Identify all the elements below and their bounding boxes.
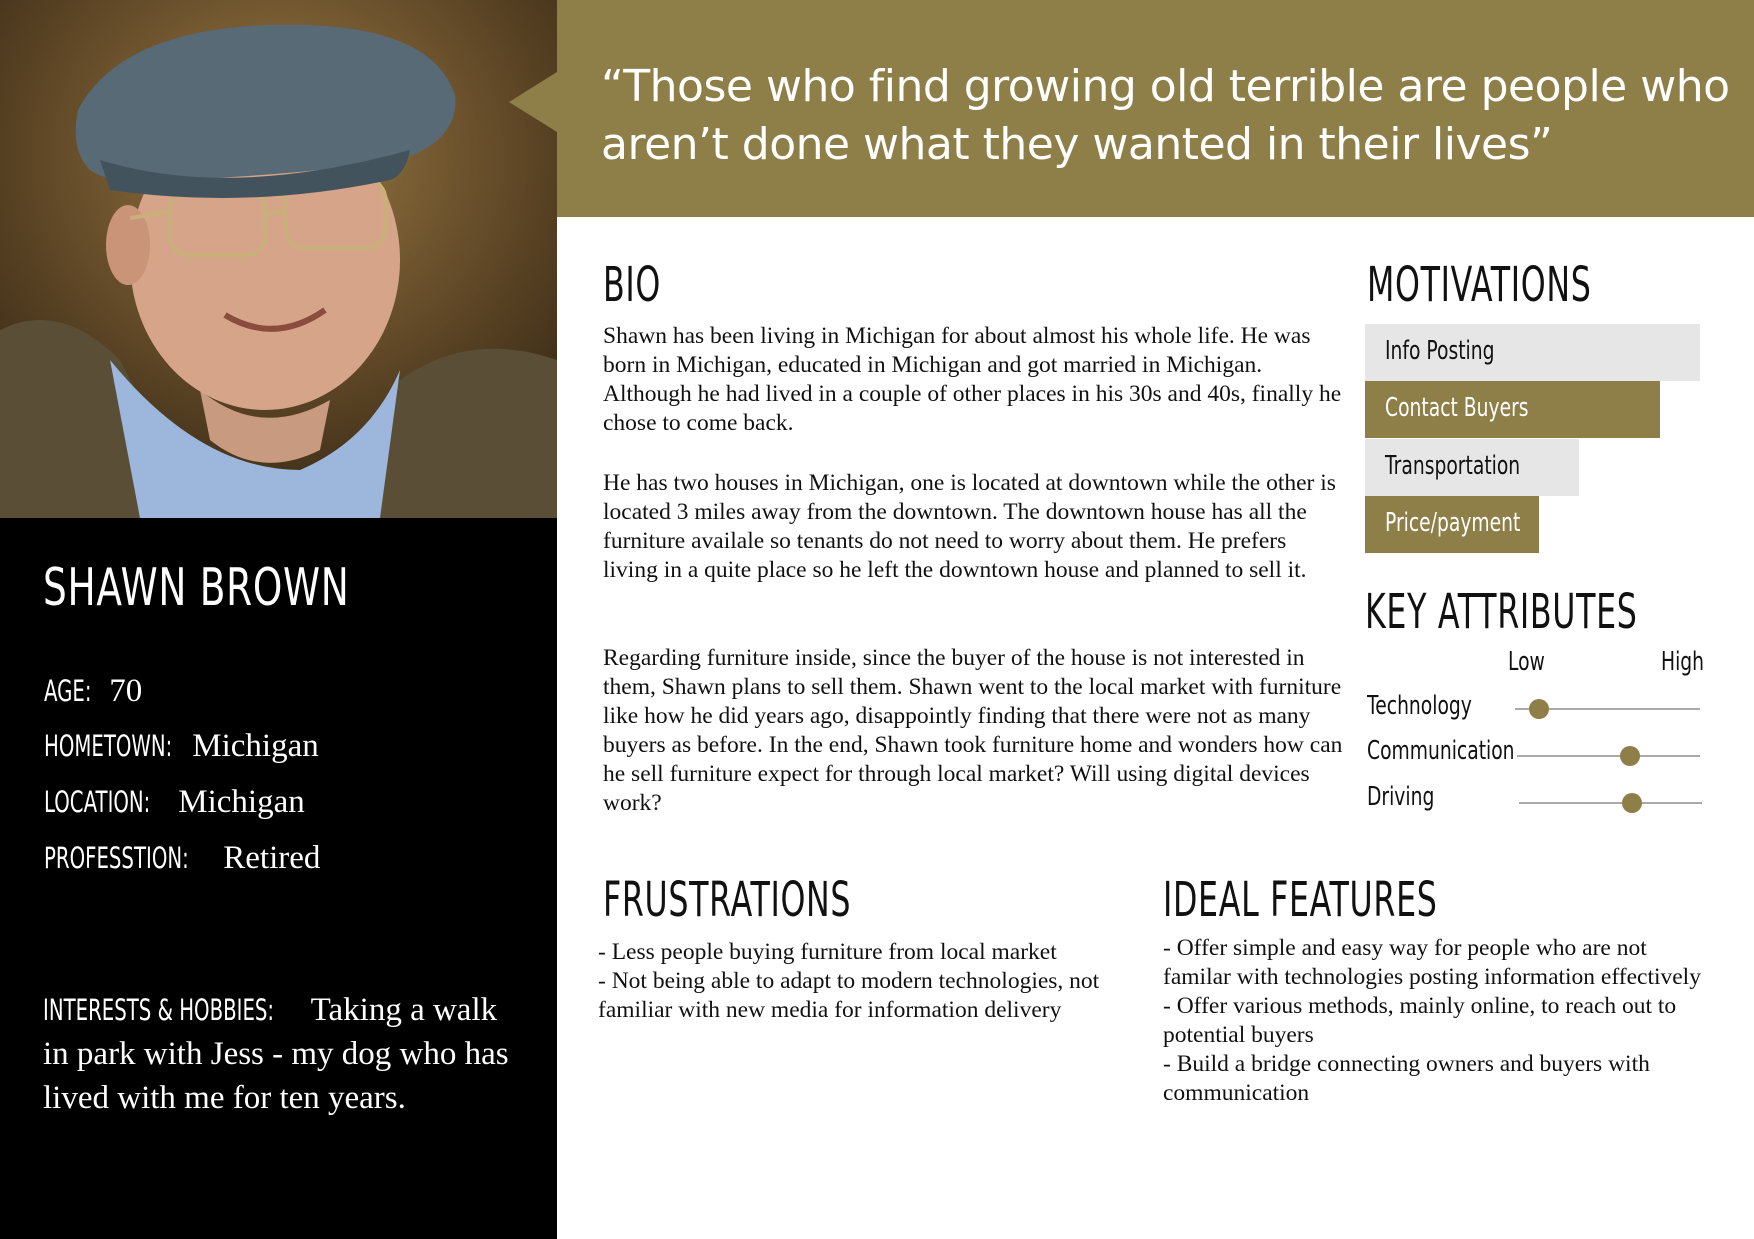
- age-label: AGE:: [44, 674, 92, 708]
- scale-low-label: Low: [1508, 647, 1545, 677]
- profession-label: PROFESSTION:: [44, 841, 189, 875]
- persona-photo: [0, 0, 557, 518]
- profession-value: Retired: [215, 840, 321, 876]
- frustrations-text: [598, 938, 1138, 1025]
- bio-heading: BIO: [603, 257, 661, 313]
- age-row: [44, 672, 142, 710]
- motivations-heading: MOTIVATIONS: [1367, 257, 1592, 313]
- motivation-label: Price/payment: [1385, 508, 1521, 538]
- attribute-track: [1519, 802, 1702, 804]
- location-label: LOCATION:: [44, 785, 151, 819]
- attribute-label: Technology: [1367, 691, 1472, 721]
- motivation-label: Info Posting: [1385, 336, 1495, 366]
- ideal-feature-item: - Offer simple and easy way for people who are not familar with technologies posting information effectively: [1163, 935, 1701, 990]
- age-value: 70: [101, 673, 143, 709]
- motivation-bar: [1365, 381, 1660, 438]
- ideal-features-text: [1163, 934, 1703, 1108]
- frustrations-heading: FRUSTRATIONS: [603, 872, 852, 928]
- profession-row: [44, 839, 320, 877]
- key-attributes-heading: KEY ATTRIBUTES: [1365, 584, 1638, 640]
- banner-pointer: [509, 72, 557, 132]
- location-row: [44, 783, 305, 821]
- hometown-row: [44, 727, 319, 765]
- interests-label: INTERESTS & HOBBIES:: [43, 993, 275, 1027]
- motivation-bar: [1365, 439, 1579, 496]
- ideal-feature-item: - Build a bridge connecting owners and buyers with communication: [1163, 1051, 1650, 1106]
- motivation-bar: [1365, 324, 1700, 381]
- hometown-value: Michigan: [184, 728, 319, 764]
- attribute-track: [1517, 755, 1700, 757]
- ideal-feature-item: - Offer various methods, mainly online, to reach out to potential buyers: [1163, 993, 1677, 1048]
- persona-quote: “Those who find growing old terrible are people who aren’t done what they wanted in their lives”: [601, 61, 1730, 170]
- attribute-label: Driving: [1367, 782, 1435, 812]
- interests-hobbies: [43, 988, 513, 1120]
- attribute-knob: [1622, 793, 1642, 813]
- motivation-bar: [1365, 496, 1539, 553]
- frustration-item: - Less people buying furniture from local market: [598, 939, 1057, 965]
- attribute-label: Communication: [1367, 736, 1515, 766]
- hometown-label: HOMETOWN:: [44, 729, 173, 763]
- frustration-item: - Not being able to adapt to modern technologies, not familiar with new media for information delivery: [598, 968, 1100, 1023]
- bio-paragraph-2: He has two houses in Michigan, one is located at downtown while the other is located 3 miles away from the downtown. The downtown house has all the furniture availale so tenants do not need to worry about them. He prefers living in a quite place so he left the downtown house and planned to sell it.: [603, 470, 1336, 583]
- ideal-features-heading: IDEAL FEATURES: [1163, 872, 1438, 928]
- motivation-label: Contact Buyers: [1385, 393, 1529, 423]
- scale-high-label: High: [1661, 647, 1705, 677]
- motivation-label: Transportation: [1385, 451, 1521, 481]
- bio-paragraph-1: Shawn has been living in Michigan for about almost his whole life. He was born in Michigan, educated in Michigan and got married in Michigan. Although he had lived in a couple of other places in his 30s and 40s, finally he chose to come back.: [603, 323, 1342, 436]
- elderly-man-portrait-image: [0, 0, 557, 518]
- location-value: Michigan: [170, 784, 305, 820]
- bio-paragraph-3: Regarding furniture inside, since the buyer of the house is not interested in them, Shawn plans to sell them. Shawn went to the local market with furniture like how he did years ago, disappointly finding that there were not as many buyers as before. In the end, Shawn took furniture home and wonders how can he sell furniture expect for through local market? Will using digital devices work?: [603, 645, 1343, 816]
- attribute-knob: [1620, 746, 1640, 766]
- interests-value: Taking a walk in park with Jess - my dog who has lived with me for ten years.: [43, 992, 509, 1116]
- persona-name: SHAWN BROWN: [43, 558, 350, 618]
- persona-panel: [0, 0, 557, 1239]
- attribute-knob: [1529, 699, 1549, 719]
